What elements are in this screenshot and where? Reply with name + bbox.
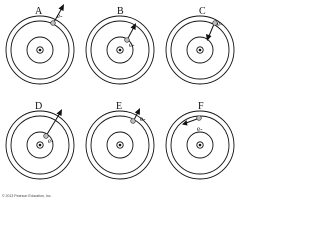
nucleus-center [39, 144, 42, 147]
copyright-notice: © 2013 Pearson Education, Inc. [2, 194, 52, 198]
panel-label-a: A [35, 6, 43, 17]
nucleus-center [119, 144, 122, 147]
nucleus-center [199, 144, 202, 147]
panel-a [6, 4, 74, 84]
nucleus-center [199, 49, 202, 52]
nucleus-center [39, 49, 42, 52]
panel-b [86, 6, 154, 84]
transition-arrow [186, 119, 197, 123]
panel-d [6, 101, 74, 179]
electron-label: e- [140, 115, 146, 123]
panel-f [166, 101, 234, 179]
electron-label: e- [217, 20, 223, 28]
electron [197, 116, 202, 121]
electron-label: e- [197, 125, 203, 133]
electron [51, 21, 56, 26]
electron [131, 119, 136, 124]
electron-label: e- [57, 12, 63, 20]
panel-c [166, 6, 234, 84]
panel-label-b: B [117, 6, 124, 17]
panel-label-d: D [35, 101, 43, 112]
nucleus-center [119, 49, 122, 52]
panel-label-f: F [198, 101, 204, 112]
transition-arrow [209, 24, 214, 36]
panel-label-c: C [199, 6, 206, 17]
transition-arrow [46, 113, 60, 136]
panel-e [86, 101, 154, 179]
panel-label-e: E [116, 101, 123, 112]
electron-label: e- [129, 41, 135, 49]
electron-label: e- [48, 137, 54, 145]
